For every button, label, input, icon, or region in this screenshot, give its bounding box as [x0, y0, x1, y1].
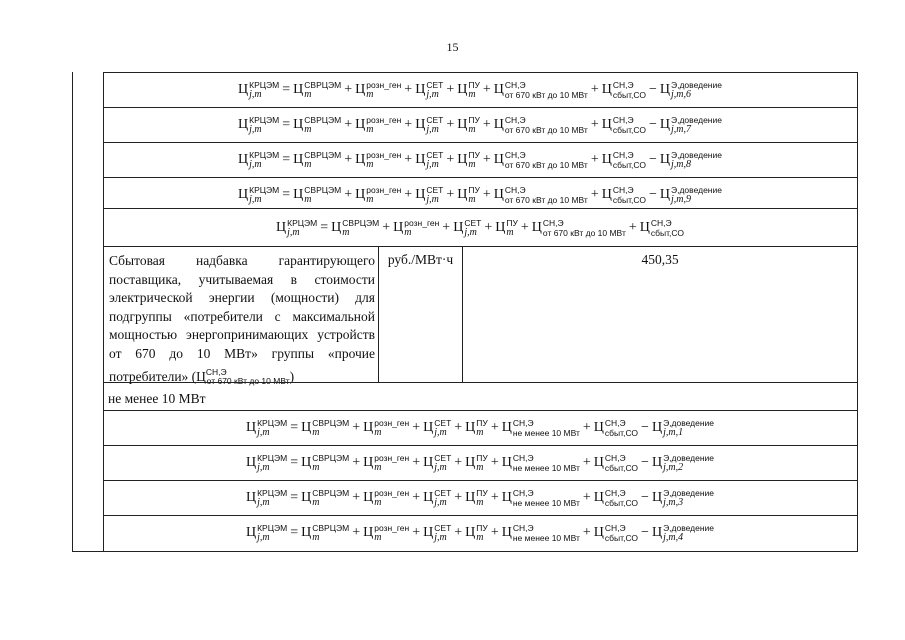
term-sup: СН,Э — [504, 150, 526, 160]
term-sub: m — [366, 89, 374, 100]
row-unit: руб./МВт·ч — [379, 247, 463, 382]
formula-term: Ц ПУ m — [465, 488, 488, 508]
formula-row — [103, 107, 857, 142]
formula-row-no-dov — [103, 208, 857, 247]
section-label: не менее 10 МВт — [108, 391, 206, 406]
formula-row — [103, 72, 857, 107]
term-sup: КРЦЭМ — [287, 217, 318, 228]
term-sub: сбыт,СО — [604, 463, 639, 473]
term-sub: j,m,4 — [663, 532, 684, 543]
term-sub: j,m,2 — [663, 462, 684, 473]
term-sup: Э,доведение — [671, 115, 722, 125]
formula-term: Ц СН,Э не менее 10 МВт — [501, 523, 580, 543]
term-sup: СВРЦЭМ — [304, 150, 342, 160]
formula-term: Ц ПУ m — [465, 523, 488, 543]
formula: Ц КРЦЭМ j,m = Ц СВРЦЭМ m + Ц розн_ген m + Ц СЕТ j,m + Ц ПУ m + Ц СН,Э не менее 10 МВт + Ц СН,Э сбыт,СО − Ц Э,доведение j,m,1 — [245, 418, 715, 438]
formula-term: Ц СН,Э сбыт,СО — [601, 150, 646, 170]
term-sub: j,m — [434, 497, 447, 508]
formula-term: Ц СН,Э от 670 кВт до 10 МВт — [493, 80, 588, 100]
term-sup: розн_ген — [366, 185, 402, 195]
term-sub: j,m — [249, 124, 262, 135]
formula-term: Ц Э,доведение j,m,9 — [659, 185, 722, 205]
formula-term: Ц Э,доведение j,m,3 — [651, 488, 715, 508]
term-sub: не менее 10 МВт — [512, 463, 580, 473]
row-description-text: Сбытовая надбавка гарантирующего поставщика, учитываемая в стоимости электрической энергии (мощности) для подгруппы «потребители с максимальной мощностью энергопринимающих устройств от 670 до 10 МВт» группы «прочие потребители» ( — [109, 253, 375, 384]
term-sub: j,m — [257, 462, 270, 473]
term-sub: сбыт,СО — [650, 227, 684, 238]
term-sub: j,m — [249, 194, 262, 205]
formula-term: Ц СВРЦЭМ m — [293, 80, 342, 100]
term-sub: m — [342, 226, 350, 238]
term-sup: ПУ — [468, 150, 480, 160]
term-sup: КРЦЭМ — [257, 453, 288, 463]
term-sub: сбыт,СО — [612, 90, 646, 100]
formula-term: Ц СН,Э сбыт,СО — [593, 488, 639, 508]
formula-row — [103, 480, 857, 515]
term-sub: m — [304, 89, 312, 100]
term-sup: КРЦЭМ — [257, 418, 288, 428]
term-sup: СН,Э — [604, 453, 626, 463]
term-sup: Э,доведение — [663, 453, 715, 463]
formula-term: Ц СВРЦЭМ m — [301, 523, 350, 543]
term-sup: СВРЦЭМ — [342, 217, 380, 228]
formula-term: Ц Э,доведение j,m,7 — [659, 115, 722, 135]
term-sub: m — [312, 532, 320, 543]
term-sup: СВРЦЭМ — [304, 80, 342, 90]
formula-term: Ц Э,доведение j,m,8 — [659, 150, 722, 170]
term-sub: сбыт,СО — [612, 125, 646, 135]
term-sup: СН,Э — [512, 488, 534, 498]
term-sup: СН,Э — [542, 217, 564, 228]
row-description-end: ) — [289, 369, 295, 384]
term-sub: m — [468, 159, 476, 170]
formula-term: Ц ПУ m — [457, 80, 480, 100]
formula-term: Ц СЕТ j,m — [453, 217, 482, 238]
formula-term: Ц КРЦЭМ j,m — [238, 150, 280, 170]
term-sub: сбыт,СО — [604, 533, 639, 543]
formula-row — [103, 515, 857, 550]
formula-term: Ц СВРЦЭМ m — [293, 185, 342, 205]
term-sup: СН,Э — [604, 523, 626, 533]
term-sub: j,m,1 — [663, 427, 684, 438]
term-sub: j,m — [249, 159, 262, 170]
term-sup: СВРЦЭМ — [312, 418, 350, 428]
formula-term: Ц КРЦЭМ j,m — [245, 523, 288, 543]
formula-term: Ц СВРЦЭМ m — [301, 488, 350, 508]
term-sub: m — [374, 462, 382, 473]
term-sup: СН,Э — [650, 217, 672, 228]
term-sup: СВРЦЭМ — [312, 523, 350, 533]
term-sup: СН,Э — [512, 418, 534, 428]
formula-term: Ц СВРЦЭМ m — [293, 115, 342, 135]
term-sub: j,m — [434, 532, 447, 543]
term-sub: от 670 кВт до 10 МВт — [504, 160, 588, 170]
formula-row — [103, 410, 857, 445]
term-sup: розн_ген — [374, 418, 410, 428]
term-sub: m — [312, 427, 320, 438]
formula-term: Ц СЕТ j,m — [415, 185, 444, 205]
term-sup: СЕТ — [434, 418, 452, 428]
term-sup: СЕТ — [464, 217, 482, 228]
term-sup: КРЦЭМ — [249, 185, 280, 195]
term-sub: m — [468, 124, 476, 135]
page-number: 15 — [446, 40, 459, 54]
term-sub: j,m,7 — [671, 124, 691, 135]
table-right-border — [857, 72, 858, 551]
formula-term: Ц ПУ m — [457, 115, 480, 135]
table-outer-left-border — [72, 72, 73, 551]
formula-term: Ц розн_ген m — [355, 80, 402, 100]
term-sup: розн_ген — [374, 488, 410, 498]
term-sub: m — [304, 124, 312, 135]
term-sub: j,m — [426, 89, 439, 100]
term-sup: КРЦЭМ — [257, 523, 288, 533]
formula: Ц КРЦЭМ j,m = Ц СВРЦЭМ m + Ц розн_ген m + Ц СЕТ j,m + Ц ПУ m + Ц СН,Э от 670 кВт до 10 МВт + Ц СН,Э сбыт,СО − Ц Э,доведение j,m,8 — [238, 150, 722, 170]
formula-term: Ц СН,Э сбыт,СО — [593, 523, 639, 543]
formula-term: Ц КРЦЭМ j,m — [245, 488, 288, 508]
term-sup: СН,Э — [504, 185, 526, 195]
term-sub: от 670 кВт до 10 МВт — [504, 125, 588, 135]
term-sup: СЕТ — [434, 523, 452, 533]
formula-term: Ц розн_ген m — [363, 453, 410, 473]
term-sub: m — [366, 194, 374, 205]
term-sub: m — [366, 124, 374, 135]
formula: Ц КРЦЭМ j,m = Ц СВРЦЭМ m + Ц розн_ген m + Ц СЕТ j,m + Ц ПУ m + Ц СН,Э не менее 10 МВт + Ц СН,Э сбыт,СО − Ц Э,доведение j,m,4 — [245, 523, 715, 543]
term-sub: m — [468, 89, 476, 100]
term-sup: СН,Э — [612, 185, 634, 195]
term-sub: сбыт,СО — [612, 160, 646, 170]
formula-term: Ц КРЦЭМ j,m — [245, 418, 288, 438]
term-sub: m — [374, 427, 382, 438]
row-description — [103, 247, 379, 386]
term-sub: j,m — [426, 124, 439, 135]
term-sup: КРЦЭМ — [249, 150, 280, 160]
formula-term: Ц КРЦЭМ j,m — [245, 453, 288, 473]
term-sub: j,m — [426, 159, 439, 170]
formula-term: Ц Э,доведение j,m,1 — [651, 418, 715, 438]
term-sup: СН,Э — [604, 488, 626, 498]
term-sup: КРЦЭМ — [249, 80, 280, 90]
formula-term: Ц КРЦЭМ j,m — [238, 185, 280, 205]
formula-term: Ц СВРЦЭМ m — [301, 453, 350, 473]
term-sup: ПУ — [506, 217, 518, 228]
term-sup: КРЦЭМ — [257, 488, 288, 498]
term-sup: ПУ — [476, 523, 488, 533]
formula-term: Ц СЕТ j,m — [415, 80, 444, 100]
formula-term: Ц розн_ген m — [355, 115, 402, 135]
formula: Ц КРЦЭМ j,m = Ц СВРЦЭМ m + Ц розн_ген m + Ц СЕТ j,m + Ц ПУ m + Ц СН,Э не менее 10 МВт + Ц СН,Э сбыт,СО − Ц Э,доведение j,m,3 — [245, 488, 715, 508]
formula-row — [103, 142, 857, 177]
formula: Ц КРЦЭМ j,m = Ц СВРЦЭМ m + Ц розн_ген m + Ц СЕТ j,m + Ц ПУ m + Ц СН,Э от 670 кВт до 10 МВт + Ц СН,Э сбыт,СО − Ц Э,доведение j,m,6 — [238, 80, 722, 100]
formula-term: Ц ПУ m — [465, 418, 488, 438]
term-sub: сбыт,СО — [604, 428, 639, 438]
formula-term: Ц СН,Э сбыт,СО — [639, 217, 684, 238]
formula-term: Ц ПУ m — [465, 453, 488, 473]
term-sub: не менее 10 МВт — [512, 533, 580, 543]
formula-term: Ц Э,доведение j,m,2 — [651, 453, 715, 473]
formula-term: Ц СВРЦЭМ m — [301, 418, 350, 438]
formula-term: Ц СН,Э сбыт,СО — [601, 80, 646, 100]
term-sup: ПУ — [476, 488, 488, 498]
term-sup: СВРЦЭМ — [312, 453, 350, 463]
formula-term: Ц СН,Э от 670 кВт до 10 МВт — [493, 150, 588, 170]
term-sup: СВРЦЭМ — [304, 185, 342, 195]
term-sup: КРЦЭМ — [249, 115, 280, 125]
term-sup: СЕТ — [434, 453, 452, 463]
term-sup: СВРЦЭМ — [304, 115, 342, 125]
term-sup: ПУ — [468, 80, 480, 90]
formula-term: Ц КРЦЭМ j,m — [238, 80, 280, 100]
row-description-symbol: $Ц^{СН,Э}_{от 670 кВт до 10 МВт}$ — [196, 367, 290, 386]
term-sup: ПУ — [476, 453, 488, 463]
term-sub: m — [506, 226, 514, 238]
term-sub: j,m,3 — [663, 497, 684, 508]
formula-term: Ц КРЦЭМ j,m — [276, 217, 318, 238]
formula: Ц КРЦЭМ j,m = Ц СВРЦЭМ m + Ц розн_ген m + Ц СЕТ j,m + Ц ПУ m + Ц СН,Э от 670 кВт до 10 МВт + Ц СН,Э сбыт,СО − Ц Э,доведение j,m,9 — [238, 185, 722, 205]
term-sub: m — [366, 159, 374, 170]
term-sub: m — [374, 497, 382, 508]
term-sup: Э,доведение — [671, 185, 722, 195]
formula-term: Ц СЕТ j,m — [415, 115, 444, 135]
formula-term: Ц розн_ген m — [363, 523, 410, 543]
term-sub: от 670 кВт до 10 МВт — [504, 195, 588, 205]
term-sub: m — [476, 462, 484, 473]
formula-term: Ц ПУ m — [495, 217, 518, 238]
term-sup: Э,доведение — [671, 80, 722, 90]
formula-term: Ц розн_ген m — [355, 150, 402, 170]
formula-term: Ц СН,Э от 670 кВт до 10 МВт — [493, 185, 588, 205]
formula-row — [103, 177, 857, 212]
formula-term: Ц ПУ m — [457, 150, 480, 170]
formula-term: Ц розн_ген m — [363, 488, 410, 508]
term-sub: m — [374, 532, 382, 543]
term-sub: j,m — [257, 427, 270, 438]
term-sup: СН,Э — [512, 523, 534, 533]
term-sup: СЕТ — [426, 185, 444, 195]
term-sup: СН,Э — [512, 453, 534, 463]
term-sub: j,m — [434, 427, 447, 438]
term-sub: j,m — [464, 226, 477, 238]
section-row — [103, 382, 857, 410]
formula-term: Ц СЕТ j,m — [423, 488, 452, 508]
formula-term: Ц СН,Э сбыт,СО — [593, 418, 639, 438]
term-sub: j,m,8 — [671, 159, 691, 170]
formula-term: Ц СЕТ j,m — [423, 453, 452, 473]
term-sup: ПУ — [468, 185, 480, 195]
term-sup: розн_ген — [366, 80, 402, 90]
term-sup: розн_ген — [374, 453, 410, 463]
formula-term: Ц СЕТ j,m — [423, 523, 452, 543]
term-sup: СН,Э — [504, 80, 526, 90]
term-sub: m — [476, 532, 484, 543]
term-sub: не менее 10 МВт — [512, 498, 580, 508]
formula-term: Ц ПУ m — [457, 185, 480, 205]
formula-term: Ц розн_ген m — [355, 185, 402, 205]
term-sup: СЕТ — [426, 80, 444, 90]
formula: Ц КРЦЭМ j,m = Ц СВРЦЭМ m + Ц розн_ген m + Ц СЕТ j,m + Ц ПУ m + Ц СН,Э не менее 10 МВт + Ц СН,Э сбыт,СО − Ц Э,доведение j,m,2 — [245, 453, 715, 473]
term-sup: СН,Э — [612, 115, 634, 125]
formula-term: Ц СН,Э сбыт,СО — [593, 453, 639, 473]
term-sup: розн_ген — [374, 523, 410, 533]
formula-term: Ц СВРЦЭМ m — [293, 150, 342, 170]
term-sup: Э,доведение — [663, 488, 715, 498]
term-sub: от 670 кВт до 10 МВт — [504, 90, 588, 100]
term-sup: СН,Э — [612, 80, 634, 90]
table-bottom-border — [72, 551, 858, 552]
term-sup: СЕТ — [426, 115, 444, 125]
formula-row — [103, 445, 857, 480]
term-sub: m — [468, 194, 476, 205]
term-sup: ПУ — [476, 418, 488, 428]
term-sub: j,m — [249, 89, 262, 100]
term-sup: Э,доведение — [663, 523, 715, 533]
term-sup: Э,доведение — [663, 418, 715, 428]
term-sup: СЕТ — [426, 150, 444, 160]
term-sub: j,m — [287, 226, 300, 238]
term-sub: сбыт,СО — [612, 195, 646, 205]
formula-term: Ц розн_ген m — [393, 217, 440, 238]
term-sup: розн_ген — [366, 150, 402, 160]
term-sup: СН,Э — [504, 115, 526, 125]
formula-term: Ц СН,Э от 670 кВт до 10 МВт — [531, 217, 626, 238]
term-sub: j,m — [257, 497, 270, 508]
formula-term: Ц СЕТ j,m — [423, 418, 452, 438]
term-sub: m — [404, 226, 412, 238]
formula-term: Ц СН,Э не менее 10 МВт — [501, 488, 580, 508]
term-sup: ПУ — [468, 115, 480, 125]
term-sub: от 670 кВт до 10 МВт — [542, 227, 626, 238]
formula-term: Ц СН,Э от 670 кВт до 10 МВт — [493, 115, 588, 135]
term-sub: j,m — [426, 194, 439, 205]
term-sup: СН,Э — [612, 150, 634, 160]
term-sub: j,m — [434, 462, 447, 473]
term-sup: розн_ген — [366, 115, 402, 125]
formula-term: Ц СН,Э сбыт,СО — [601, 185, 646, 205]
term-sub: j,m,9 — [671, 194, 691, 205]
term-sub: m — [304, 194, 312, 205]
term-sub: m — [476, 427, 484, 438]
term-sub: m — [476, 497, 484, 508]
term-sup: СВРЦЭМ — [312, 488, 350, 498]
formula-term: Ц КРЦЭМ j,m — [238, 115, 280, 135]
formula-term: Ц СН,Э не менее 10 МВт — [501, 418, 580, 438]
term-sup: Э,доведение — [671, 150, 722, 160]
term-sub: не менее 10 МВт — [512, 428, 580, 438]
term-sup: розн_ген — [404, 217, 440, 228]
term-sup: СЕТ — [434, 488, 452, 498]
term-sub: m — [304, 159, 312, 170]
term-sub: сбыт,СО — [604, 498, 639, 508]
term-sup: СН,Э — [604, 418, 626, 428]
formula: Ц КРЦЭМ j,m = Ц СВРЦЭМ m + Ц розн_ген m + Ц СЕТ j,m + Ц ПУ m + Ц СН,Э от 670 кВт до 10 МВт + Ц СН,Э сбыт,СО − Ц Э,доведение j,m,7 — [238, 115, 722, 135]
formula-term: Ц СВРЦЭМ m — [331, 217, 380, 238]
term-sub: m — [312, 497, 320, 508]
formula-no-dov: Ц КРЦЭМ j,m = Ц СВРЦЭМ m + Ц розн_ген m + Ц СЕТ j,m + Ц ПУ m + Ц СН,Э от 670 кВт до 10 МВт + Ц СН,Э сбыт,СО — [276, 217, 684, 238]
term-sub: m — [312, 462, 320, 473]
term-sub: j,m,6 — [671, 89, 691, 100]
formula-term: Ц СН,Э не менее 10 МВт — [501, 453, 580, 473]
formula-term: Ц Э,доведение j,m,6 — [659, 80, 722, 100]
term-sub: j,m — [257, 532, 270, 543]
formula-term: Ц розн_ген m — [363, 418, 410, 438]
formula-term: Ц Э,доведение j,m,4 — [651, 523, 715, 543]
row-value: 450,35 — [641, 252, 679, 267]
formula-term: Ц СН,Э сбыт,СО — [601, 115, 646, 135]
formula-term: Ц СЕТ j,m — [415, 150, 444, 170]
